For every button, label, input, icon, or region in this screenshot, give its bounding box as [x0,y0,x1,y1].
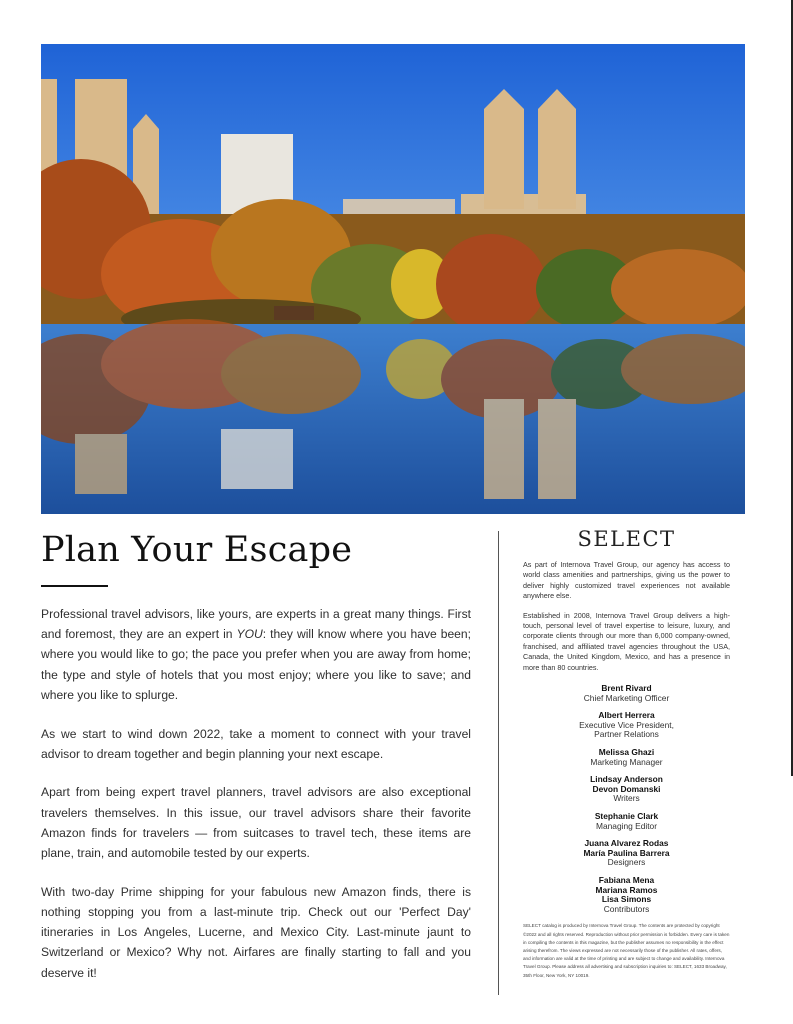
staff-name: Melissa Ghazi [598,747,655,758]
staff-name: Fabiana Mena [598,874,655,885]
hero-photo [41,44,745,514]
emphasis-you: YOU [236,627,263,642]
paragraph-1-end: : they will know where you have been; where you would like to go; the pace you prefer when you are away from home; the type and style of hotels that you most enjoy; where you like to save; and where you like to splurge. [41,627,471,702]
staff-role: Marketing Manager [590,756,663,767]
paragraph-1-start: Professional travel advisors, like yours, are experts in a great many things. First and foremost, they are an expert in [41,607,471,642]
title-underline [41,585,108,587]
staff-entry [523,711,730,740]
central-park-lake-photo [41,44,745,514]
paragraph-3: Apart from being expert travel planners, travel advisors are also exceptional travelers themselves. In this issue, our travel advisors share their favorite Amazon finds for travelers — from suitcases to travel tech, these items are plane, train, and automobile tested by our experts. [41,785,471,861]
staff-entry [523,876,730,914]
about-paragraph-2: Established in 2008, Internova Travel Group delivers a high-touch, personal level of travel expertise to leisure, luxury, and corporate clients through our more than 6,000 company-owned, franchised, and affiliated travel agencies throughout the USA, Canada, the United Kingdom, Mexico, and has a presence in more than 80 countries. [523,610,730,672]
about-paragraph-1: As part of Internova Travel Group, our agency has access to world class amenities and partnerships, giving us the power to deliver highly customized travel experiences not available anywhere else. [523,560,730,601]
staff-name: Stephanie Clark [594,811,659,821]
staff-list [523,684,730,914]
staff-entry [523,684,730,703]
staff-name: Albert Herrera [598,710,655,721]
paragraph-2: As we start to wind down 2022, take a moment to connect with your travel advisor to dream together and begin planning your next escape. [41,726,471,761]
column-divider [498,531,499,995]
brand-logo: SELECT [577,527,676,551]
staff-name: Brent Rivard [601,683,652,694]
staff-entry [523,839,730,868]
staff-role: Designers [607,857,646,868]
staff-entry [523,775,730,804]
staff-entry [523,748,730,767]
staff-entry [523,812,730,831]
boathouse [274,306,314,320]
page-title: Plan Your Escape [41,530,353,570]
staff-role: Partner Relations [594,729,659,740]
staff-name: Devon Domanski [592,783,661,794]
staff-name: María Paulina Barrera [583,847,670,858]
staff-name: Lisa Simons [601,894,652,905]
paragraph-1 [41,604,471,705]
staff-role: Executive Vice President, [579,719,674,730]
paragraph-4: With two-day Prime shipping for your fabulous new Amazon finds, there is nothing stopping you from a last-minute trip. Check out our 'Perfect Day' itineraries in Los Angeles, Lucerne, and Mexico City. Last-minute jaunt to Switzerland or Mexico? Why not. Airfares are finally starting to fall and you deserve it! [41,884,471,980]
staff-role: Contributors [603,903,650,914]
article-body [41,604,471,1001]
legal-notice: SELECT catalog is produced by Internova Travel Group. The contents are protected by copyright ©2022 and all rights reserved. Reproduction without prior permission is forbidden. Every care is taken in compiling the contents in this magazine, but the publisher assumes no responsibility in the effect arising therefrom. The views expressed are not necessarily those of the publisher. All rates, offers, and information are valid at the time of printing and are subject to change and availability. Internova Travel Group. Please address all advertising and subscription inquiries to: SELECT, 1633 Broadway, 35th Floor, New York, NY 10019. [523,923,730,978]
masthead-sidebar [523,527,730,980]
staff-role: Managing Editor [596,820,657,831]
staff-name: Lindsay Anderson [590,774,663,785]
staff-role: Writers [613,793,640,804]
staff-role: Chief Marketing Officer [583,692,670,703]
staff-name: Mariana Ramos [595,884,658,895]
staff-name: Juana Alvarez Rodas [584,838,669,849]
